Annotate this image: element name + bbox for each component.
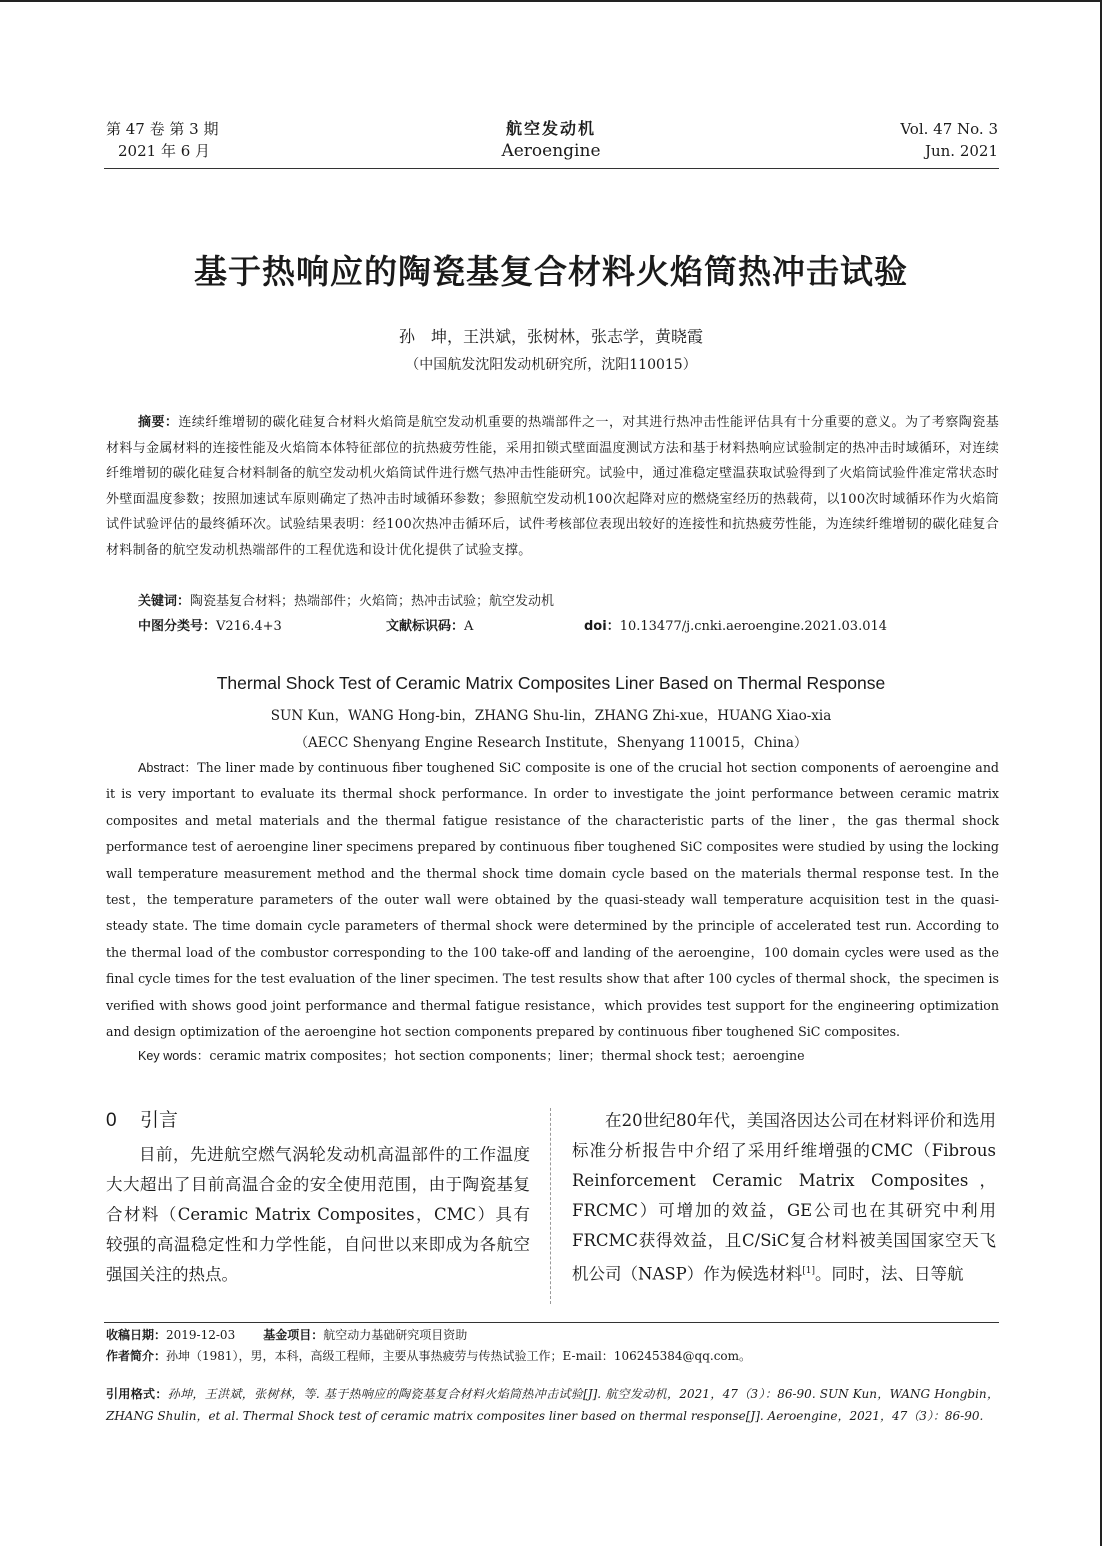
body-column-left (106, 1106, 530, 1290)
clc-label: 中图分类号： (138, 619, 217, 634)
abstract-en-text: The liner made by continuous fiber toughened SiC composite is one of the crucial hot section components of aeroengine and it is very important to evaluate its thermal shock performance. In order to investigate the joint performance between ceramic matrix composites and metal materials and the thermal fatigue resistance of the characteristic parts of the liner，the gas thermal shock performance test of aeroengine liner specimens prepared by continuous fiber toughened SiC composites were studied by using the locking wall temperature measurement method and the thermal shock time domain cycle based on the materials thermal response test. In the test，the temperature parameters of the outer wall were obtained by the quasi-steady wall temperature acquisition test in the quasi-steady state. The time domain cycle parameters of thermal shock were determined by the principle of accelerated test run. According to the thermal load of the combustor corresponding to the 100 take-off and landing of the aeroengine，100 domain cycles were used as the final cycle times for the test evaluation of the liner specimen. The test results show that after 100 cycles of thermal shock，the specimen is verified with shows good joint performance and thermal fatigue resistance，which provides test support for the engineering optimization and design optimization of the aeroengine hot section components prepared by continuous fiber toughened SiC composites. (106, 760, 999, 1040)
intro-paragraph-1: 目前，先进航空燃气涡轮发动机高温部件的工作温度大大超出了目前高温合金的安全使用范围，由于陶瓷基复合材料（Ceramic Matrix Composites，CMC）具有较强的高温稳定性和力学性能，自问世以来即成为各航空强国关注的热点。 (106, 1145, 530, 1284)
abstract-en-label: Abstract： (138, 761, 198, 775)
abstract-en (106, 755, 999, 1045)
keywords-en (138, 1045, 805, 1067)
received-value: 2019-12-03 (166, 1328, 236, 1342)
footnote-author (106, 1346, 751, 1366)
keywords-en-label: Key words： (138, 1049, 210, 1063)
journal-name-cn: 航空发动机 (505, 119, 596, 138)
intro-paragraph-2-text: 在20世纪80年代，美国洛因达公司在材料评价和选用标准分析报告中介绍了采用纤维增强的CMC（Fibrous Reinforcement Ceramic Matrix Composites，FRCMC）可增加的效益，GE公司也在其研究中利用FRCMC获得效益，且C/SiC复合材料被美国国家空天飞机公司（NASP）作为候选材料 (572, 1111, 996, 1284)
section-number: 0 (106, 1110, 117, 1131)
journal-name-en: Aeroengine (501, 141, 601, 161)
document-code-label: 文献标识码： (386, 619, 465, 634)
citation-text: 孙坤，王洪斌，张树林，等. 基于热响应的陶瓷基复合材料火焰筒热冲击试验[J]. 航空发动机，2021，47（3）：86-90. SUN Kun，WANG Hongbin，ZHANG Shulin，et al. Thermal Shock test of ceramic matrix composites liner based on thermal response[J]. Aeroengine，2021，47（3）：86-90. (106, 1387, 999, 1423)
fund-label: 基金项目： (263, 1328, 324, 1342)
intro-paragraph-2-tail: 。同时，法、日等航 (815, 1264, 964, 1284)
header-volume-cn: 第 47 卷 第 3 期 (106, 120, 219, 138)
section-heading (106, 1106, 530, 1136)
abstract-cn-label: 摘要： (138, 415, 179, 430)
footnote-rule (104, 1322, 999, 1323)
keywords-cn (138, 589, 998, 615)
section-title: 引言 (140, 1110, 179, 1131)
affiliation-cn: （中国航发沈阳发动机研究所，沈阳110015） (405, 357, 697, 373)
column-divider (550, 1108, 551, 1304)
author-bio-label: 作者简介： (106, 1349, 167, 1363)
affiliation-en: （AECC Shenyang Engine Research Institute，Shenyang 110015，China） (294, 735, 808, 751)
citation-label: 引用格式： (106, 1387, 168, 1401)
fund-value: 航空动力基础研究项目资助 (323, 1328, 468, 1342)
authors-cn: 孙 坤，王洪斌，张树林，张志学，黄晓霞 (398, 327, 703, 346)
author-bio-value: 孙坤（1981），男，本科，高级工程师，主要从事热疲劳与传热试验工作；E-mail：106245384@qq.com。 (166, 1349, 752, 1363)
keywords-cn-text: 陶瓷基复合材料；热端部件；火焰筒；热冲击试验；航空发动机 (190, 594, 555, 609)
header-date-cn: 2021 年 6 月 (118, 142, 211, 160)
intro-paragraph-2 (572, 1106, 996, 1290)
header-rule (104, 168, 999, 169)
authors-en: SUN Kun，WANG Hong-bin，ZHANG Shu-lin，ZHANG Zhi-xue，HUANG Xiao-xia (270, 708, 832, 724)
header-right (900, 118, 998, 162)
clc-number (138, 616, 282, 638)
keywords-en-text: ceramic matrix composites；hot section components；liner；thermal shock test；aeroengine (209, 1048, 805, 1063)
document-code (386, 616, 473, 638)
doi-label: doi： (584, 619, 620, 634)
footnote-received-fund (106, 1325, 467, 1345)
paper-title-en: Thermal Shock Test of Ceramic Matrix Composites Liner Based on Thermal Response (216, 673, 886, 693)
paper-title-cn: 基于热响应的陶瓷基复合材料火焰筒热冲击试验 (194, 252, 908, 291)
reference-mark: [1] (802, 1266, 816, 1276)
header-date-en: Jun. 2021 (924, 142, 998, 160)
received-label: 收稿日期： (106, 1328, 167, 1342)
abstract-cn (106, 410, 999, 564)
keywords-cn-label: 关键词： (138, 594, 191, 609)
citation-format (106, 1383, 999, 1427)
abstract-cn-text: 连续纤维增韧的碳化硅复合材料火焰筒是航空发动机重要的热端部件之一，对其进行热冲击性能评估具有十分重要的意义。为了考察陶瓷基材料与金属材料的连接性能及火焰筒本体特征部位的抗热疲劳性能，采用扣锁式壁面温度测试方法和基于材料热响应试验制定的热冲击时域循环，对连续纤维增韧的碳化硅复合材料制备的航空发动机火焰筒试件进行燃气热冲击性能研究。试验中，通过准稳定壁温获取试验得到了火焰筒试验件准定常状态时外壁面温度参数；按照加速试车原则确定了热冲击时域循环参数；参照航空发动机100次起降对应的燃烧室经历的热载荷，以100次时域循环作为火焰筒试件试验评估的最终循环次。试验结果表明：经100次热冲击循环后，试件考核部位表现出较好的连接性和抗热疲劳性能，为连续纤维增韧的碳化硅复合材料制备的航空发动机热端部件的工程优选和设计优化提供了试验支撑。 (106, 415, 999, 558)
page-border-top (0, 0, 1102, 2)
body-column-right (572, 1106, 996, 1290)
doi-value: 10.13477/j.cnki.aeroengine.2021.03.014 (619, 619, 888, 634)
clc-value: V216.4+3 (216, 619, 282, 634)
doi (584, 616, 887, 638)
header-volume-en: Vol. 47 No. 3 (900, 120, 998, 138)
document-code-value: A (464, 619, 474, 634)
